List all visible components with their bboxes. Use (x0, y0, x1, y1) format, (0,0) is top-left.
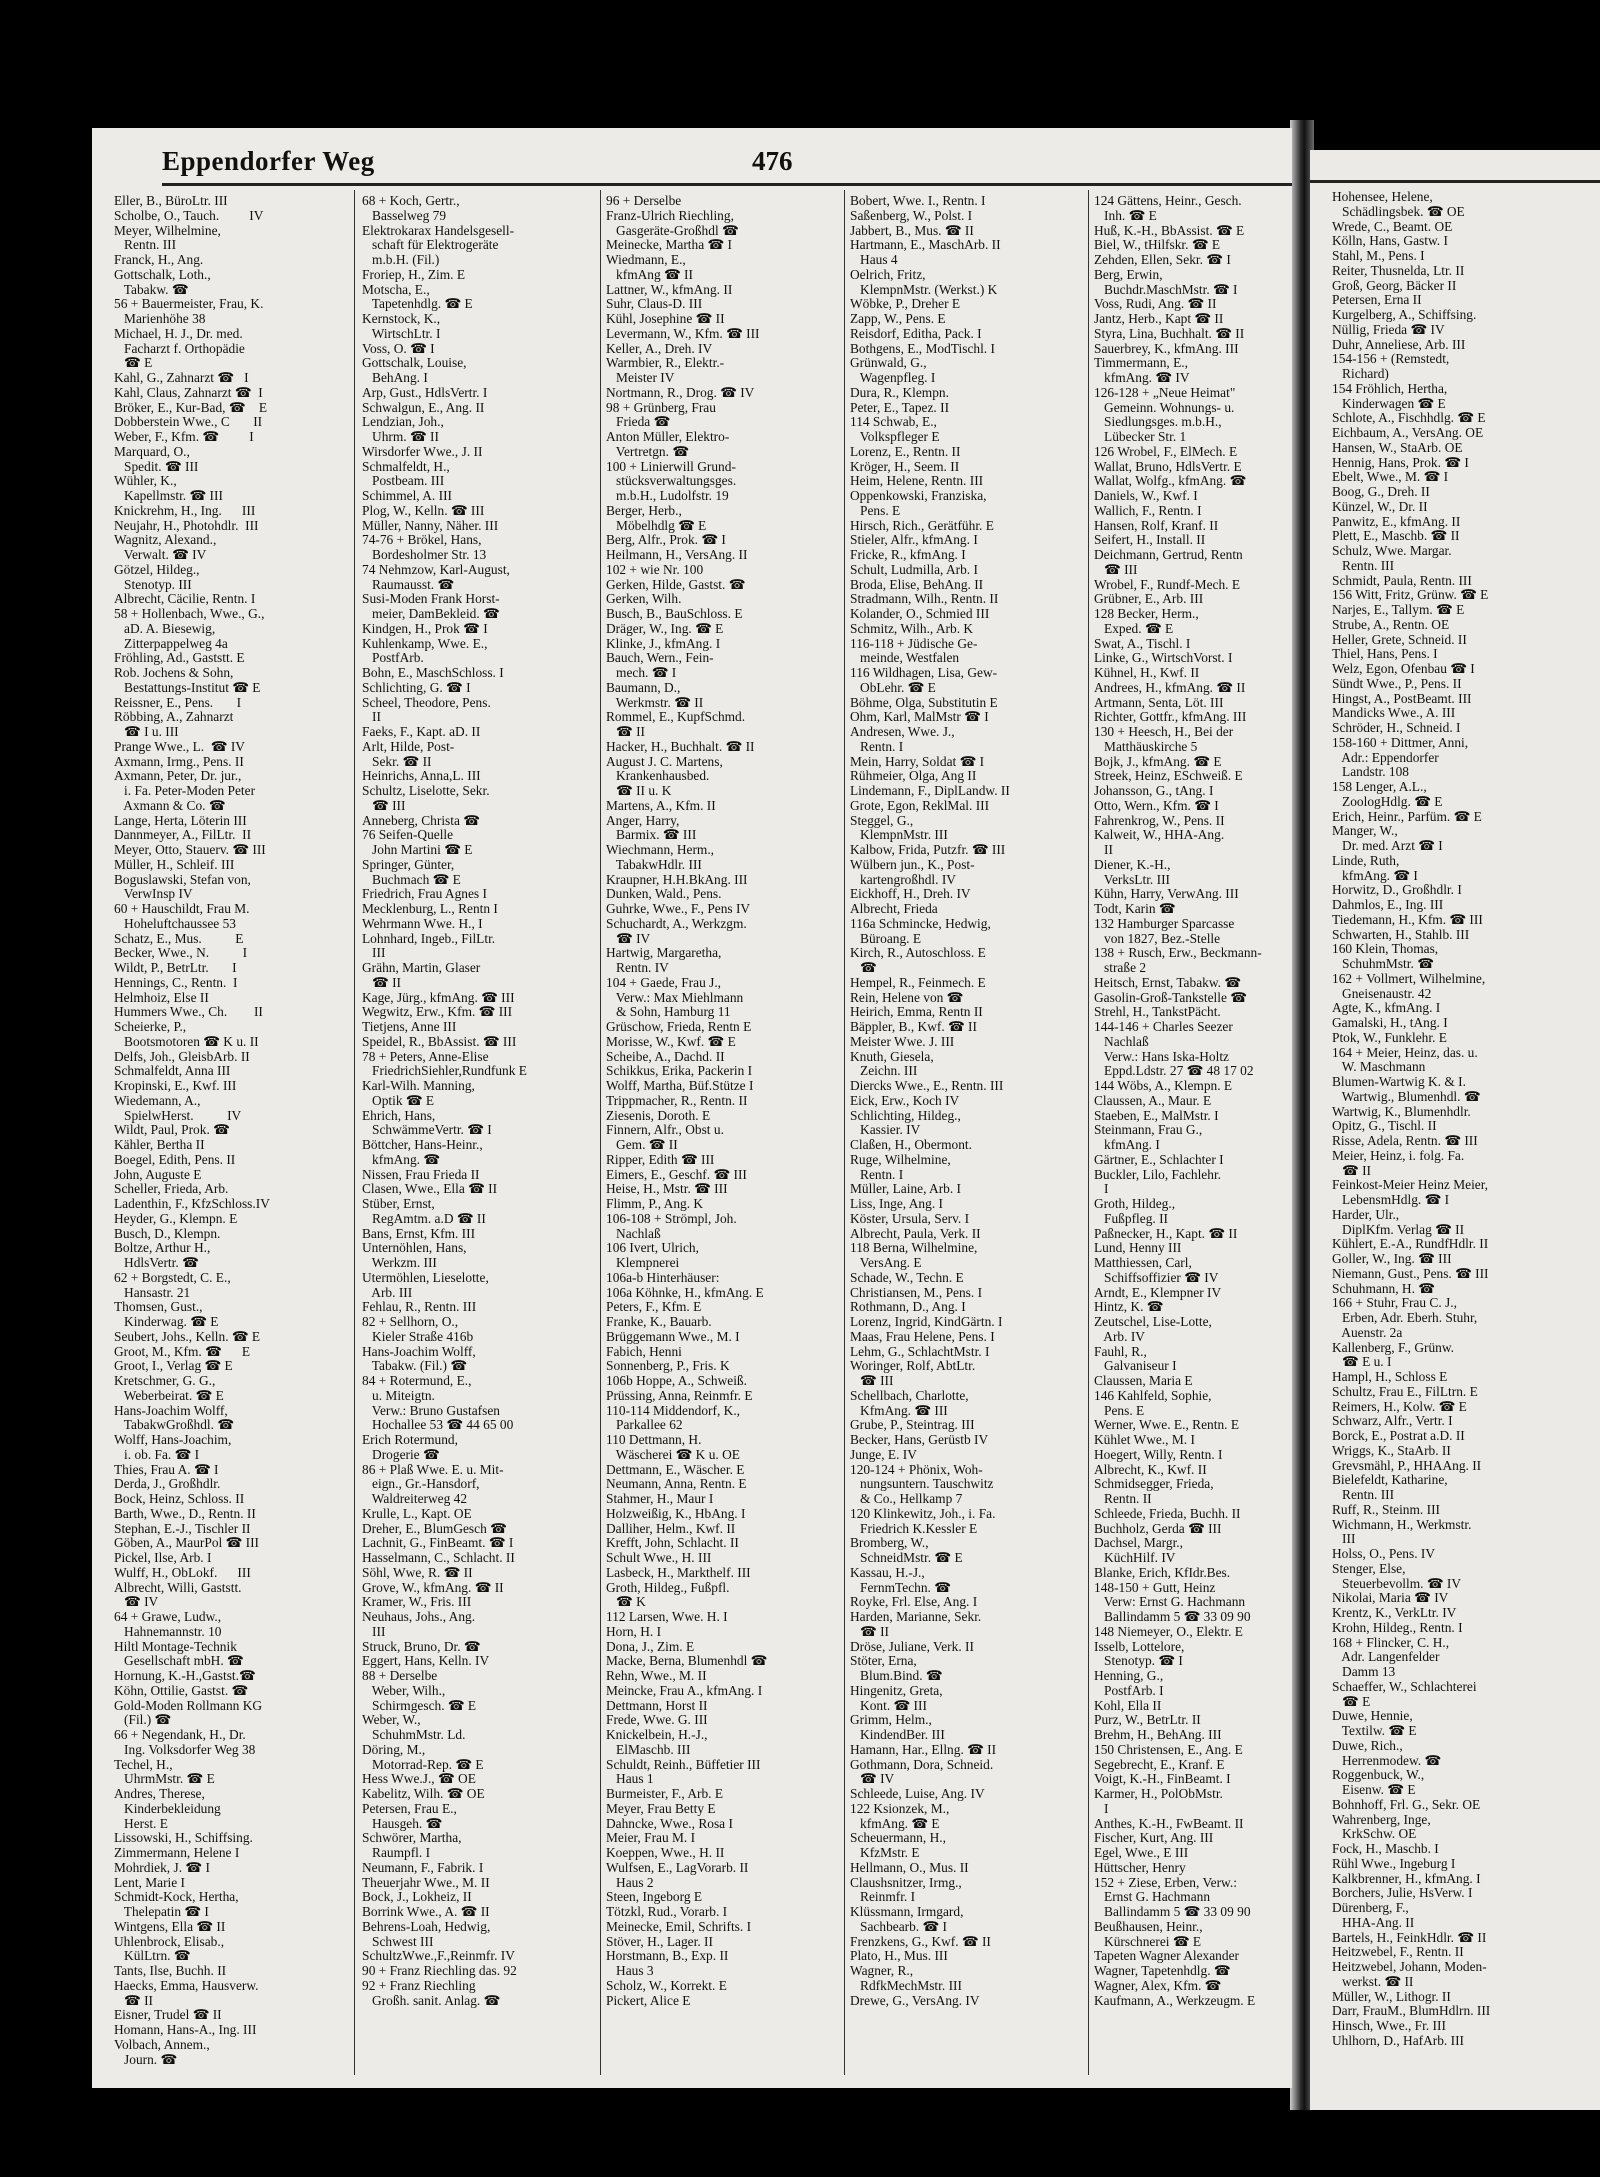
directory-column-5: 124 Gättens, Heinr., Gesch. Inh. ☎ E Huß, K.-H., BbAssist. ☎ E Biel, W., tHilfskr. ☎ E Zehden, Ellen, Sekr. ☎ I Berg, Erwin, Buchdr.MaschMstr. ☎ I Voss, Rudi, Ang. ☎ II Jantz, Herb., Kapt ☎ II Styra, Lina, Buchhalt. ☎ II Sauerbrey, K., kfmAng. III Timmermann, E., kfmAng. ☎ IV 126-128 + „Neue Heimat" Gemeinn. Wohnungs- u. Siedlungsges. m.b.H., Lübecker Str. 1 126 Wrobel, F., ElMech. E Wallat, Bruno, HdlsVertr. E Wallat, Wolfg., kfmAng. ☎ Daniels, W., Kwf. I Wallich, F., Rentn. I Hansen, Rolf, Kranf. II Seifert, H., Install. II Deichmann, Gertrud, Rentn ☎ III Wrobel, F., Rundf-Mech. E Grübner, E., Arb. III 128 Becker, Herm., Exped. ☎ E Swat, A., Tischl. I Linke, G., WirtschVorst. I Kühnel, H., Kwf. II Andrees, H., kfmAng. ☎ II Artmann, Senta, Löt. III Richter, Gottfr., kfmAng. III 130 + Heesch, H., Bei der Matthäuskirche 5 Bojk, J., kfmAng. ☎ E Streek, Heinz, ESchweiß. E Johansson, G., tAng. I Otto, Wern., Kfm. ☎ I Fahrenkrog, W., Pens. II Kalweit, W., HHA-Ang. II Diener, K.-H., VerksLtr. III Kühn, Harry, VerwAng. III Todt, Karin ☎ 132 Hamburger Sparcasse von 1827, Bez.-Stelle 138 + Rusch, Erw., Beckmann- straße 2 Heitsch, Ernst, Tabakw. ☎ Gasolin-Groß-Tankstelle ☎ Strehl, H., TankstPächt. 144-146 + Charles Seezer Nachlaß Verw.: Hans Iska-Holtz Eppd.Ldstr. 27 ☎ 48 17 02 144 Wöbs, A., Klempn. E Claussen, A., Maur. E Staeben, E., MalMstr. I Steinmann, Frau G., kfmAng. I Gärtner, E., Schlachter I Buckler, Lilo, Fachlehr. I Groth, Hildeg., Fußpfleg. II Paßnecker, H., Kapt. ☎ II Lund, Henny III Matthiessen, Carl, Schiffsoffizier ☎ IV Arndt, E., Klempner IV Hintz, K. ☎ Zeutschel, Lise-Lotte, Arb. IV Fauhl, R., Galvaniseur I Claussen, Maria E 146 Kahlfeld, Sophie, Pens. E Werner, Wwe. E., Rentn. E Kühlet Wwe., M. I Hoegert, Willy, Rentn. I Albrecht, K., Kwf. II Schmidsegger, Frieda, Rentn. II Schleede, Frieda, Buchh. II Buchholz, Gerda ☎ III Dachsel, Margr., KüchHilf. IV Blanke, Erich, KfIdr.Bes. 148-150 + Gutt, Heinz Verw: Ernst G. Hachmann Ballindamm 5 ☎ 33 09 90 148 Niemeyer, O., Elektr. E Isselb, Lottelore, Stenotyp. ☎ I Henning, G., PostfArb. I Kohl, Ella II Purz, W., BetrLtr. II Brehm, H., BehAng. III 150 Christensen, E., Ang. E Segebrecht, E., Kranf. E Voigt, K.-H., FinBeamt. I Karmer, H., PolObMstr. I Anthes, K.-H., FwBeamt. II Fischer, Kurt, Ang. III Egel, Wwe., E III Hüttscher, Henry 152 + Ziese, Erben, Verw.: Ernst G. Hachmann Ballindamm 5 ☎ 33 09 90 Beußhausen, Heinr., Kürschnerei ☎ E Tapeten Wagner Alexander Wagner, Tapetenhdlg. ☎ Wagner, Alex, Kfm. ☎ Kaufmann, A., Werkzeugm. E (1094, 194, 1262, 2008)
page-number: 476 (752, 146, 793, 176)
directory-page-left (92, 128, 1292, 2088)
column-divider (844, 190, 845, 2075)
column-divider (1088, 190, 1089, 2075)
column-divider (354, 190, 355, 2075)
page-header (162, 146, 1292, 186)
directory-page-right (1310, 150, 1600, 2110)
header-rule (1310, 180, 1600, 183)
directory-column-1: Eller, B., BüroLtr. III Scholbe, O., Tauch. IV Meyer, Wilhelmine, Rentn. III Franck, H., Ang. Gottschalk, Loth., Tabakw. ☎ 56 + Bauermeister, Frau, K. Marienhöhe 38 Michael, H. J., Dr. med. Facharzt f. Orthopädie ☎ E Kahl, G., Zahnarzt ☎ I Kahl, Claus, Zahnarzt ☎ I Bröker, E., Kur-Bad, ☎ E Dobberstein Wwe., C II Weber, F., Kfm. ☎ I Marquard, O., Spedit. ☎ III Wühler, K., Kapellmstr. ☎ III Knickrehm, H., Ing. III Neujahr, H., Photohdlr. III Wagnitz, Alexand., Verwalt. ☎ IV Götzel, Hildeg., Stenotyp. III Albrecht, Cäcilie, Rentn. I 58 + Hollenbach, Wwe., G., aD. A. Biesewig, Zitterpappelweg 4a Fröhling, Ad., Gaststt. E Rob. Jochens & Sohn, Bestattungs-Institut ☎ E Reissner, E., Pens. I Röbbing, A., Zahnarzt ☎ I u. III Prange Wwe., L. ☎ IV Axmann, Irmg., Pens. II Axmann, Peter, Dr. jur., i. Fa. Peter-Moden Peter Axmann & Co. ☎ Lange, Herta, Löterin III Dannmeyer, A., FilLtr. II Meyer, Otto, Stauerv. ☎ III Müller, H., Schleif. III Boguslawski, Stefan von, VerwInsp IV 60 + Hauschildt, Frau M. Hoheluftchaussee 53 Schatz, E., Mus. E Becker, Wwe., N. I Wildt, P., BetrLtr. I Hennings, C., Rentn. I Helmhoiz, Else II Hummers Wwe., Ch. II Scheierke, P., Bootsmotoren ☎ K u. II Delfs, Joh., GleisbArb. II Schmalfeldt, Anna III Kropinski, E., Kwf. III Wiedemann, A., SpielwHerst. IV Wildt, Paul, Prok. ☎ Kähler, Bertha II Boegel, Edith, Pens. II John, Auguste E Scheller, Frieda, Arb. Ladenthin, F., KfzSchloss.IV Heyder, G., Klempn. E Busch, D., Klempn. Boltze, Arthur H., HdlsVertr. ☎ 62 + Borgstedt, C. E., Hansastr. 21 Thomsen, Gust., Kinderwag. ☎ E Seubert, Johs., Kelln. ☎ E Groot, M., Kfm. ☎ E Groot, I., Verlag ☎ E Kretschmer, G. G., Weberbeirat. ☎ E Hans-Joachim Wolff, TabakwGroßhdl. ☎ Wolff, Hans-Joachim, i. ob. Fa. ☎ I Thies, Frau A. ☎ I Derda, J., Großhdlr. Bock, Heinz, Schloss. II Barth, Wwe., D., Rentn. II Stephan, E.-J., Tischler II Göben, A., MaurPol ☎ III Pickel, Ilse, Arb. I Wulff, H., ObLokf. III Albrecht, Willi, Gaststt. ☎ IV 64 + Grawe, Ludw., Hahnemannstr. 10 Hiltl Montage-Technik Gesellschaft mbH. ☎ Hornung, K.-H.,Gastst.☎ Köhn, Ottilie, Gastst. ☎ Gold-Moden Rollmann KG (Fil.) ☎ 66 + Negendank, H., Dr. Ing. Volksdorfer Weg 38 Techel, H., UhrmMstr. ☎ E Andres, Therese, Kinderbekleidung Herst. E Lissowski, H., Schiffsing. Zimmermann, Helene I Mohrdiek, J. ☎ I Lent, Marie I Schmidt-Kock, Hertha, Thelepatin ☎ I Wintgens, Ella ☎ II Uhlenbrock, Elisab., KülLtrn. ☎ Tants, Ilse, Buchh. II Haecks, Emma, Hausverw. ☎ II Eisner, Trudel ☎ II Homann, Hans-A., Ing. III Volbach, Annem., Journ. ☎ (114, 194, 270, 2067)
header-rule (162, 183, 1292, 186)
directory-column-3: 96 + Derselbe Franz-Ulrich Riechling, Gasgeräte-Großhdl ☎ Meinecke, Martha ☎ I Wiedmann, E., kfmAng ☎ II Lattner, W., kfmAng. II Suhr, Claus-D. III Kühl, Josephine ☎ II Levermann, W., Kfm. ☎ III Keller, A., Dreh. IV Warmbier, R., Elektr.- Meister IV Nortmann, R., Drog. ☎ IV 98 + Grünberg, Frau Frieda ☎ Anton Müller, Elektro- Vertretgn. ☎ 100 + Linierwill Grund- stücksverwaltungsges. m.b.H., Ludolfstr. 19 Berger, Herb., Möbelhdlg ☎ E Berg, Alfr., Prok. ☎ I Heilmann, H., VersAng. II 102 + wie Nr. 100 Gerken, Hilde, Gastst. ☎ Gerken, Wilh. Busch, B., BauSchloss. E Dräger, W., Ing. ☎ E Klinke, J., kfmAng. I Bauch, Wern., Fein- mech. ☎ I Baumann, D., Werkmstr. ☎ II Rommel, E., KupfSchmd. ☎ II Hacker, H., Buchhalt. ☎ II August J. C. Martens, Krankenhausbed. ☎ II u. K Martens, A., Kfm. II Anger, Harry, Barmix. ☎ III Wiechmann, Herm., TabakwHdlr. III Kraupner, H.H.BkAng. III Dunken, Wald., Pens. Guhrke, Wwe., F., Pens IV Schuchardt, A., Werkzgm. ☎ IV Hartwig, Margaretha, Rentn. IV 104 + Gaede, Frau J., Verw.: Max Miehlmann & Sohn, Hamburg 11 Grüschow, Frieda, Rentn E Morisse, W., Kwf. ☎ E Scheibe, A., Dachd. II Schikkus, Erika, Packerin I Wolff, Martha, Büf.Stütze I Trippmacher, R., Rentn. II Ziesenis, Doroth. E Finnern, Alfr., Obst u. Gem. ☎ II Ripper, Edith ☎ III Eimers, E., Geschf. ☎ III Heise, H., Mstr. ☎ III Flimm, P., Ang. K 106-108 + Strömpl, Joh. Nachlaß 106 Ivert, Ulrich, Klempnerei 106a-b Hinterhäuser: 106a Köhnke, H., kfmAng. E Peters, F., Kfm. E Franke, K., Bauarb. Brüggemann Wwe., M. I Fabich, Henni Sonnenberg, P., Fris. K 106b Hoppe, A., Schweiß. Prüssing, Anna, Reinmfr. E 110-114 Middendorf, K., Parkallee 62 110 Dettmann, H. Wäscherei ☎ K u. OE Dettmann, E., Wäscher. E Neumann, Anna, Rentn. E Stahmer, H., Maur I Holzweißig, K., HbAng. I Dalliher, Helm., Kwf. II Krefft, John, Schlacht. II Schult Wwe., H. III Lasbeck, H., Markthelf. III Groth, Hildeg., Fußpfl. ☎ K 112 Larsen, Wwe. H. I Horn, H. I Dona, J., Zim. E Macke, Berna, Blumenhdl ☎ Rehn, Wwe., M. II Meincke, Frau A., kfmAng. I Dettmann, Horst II Frede, Wwe. G. III Knickelbein, H.-J., ElMaschb. III Schuldt, Reinh., Büffetier III Haus 1 Burmeister, F., Arb. E Meyer, Frau Betty E Dahncke, Wwe., Rosa I Meier, Frau M. I Koeppen, Wwe., H. II Wulfsen, E., LagVorarb. II Haus 2 Steen, Ingeborg E Tötzkl, Rud., Vorarb. I Meinecke, Emil, Schrifts. I Stöver, H., Lager. II Horstmann, B., Exp. II Haus 3 Scholz, W., Korrekt. E Pickert, Alice E (606, 194, 768, 2008)
street-heading: Eppendorfer Weg (162, 146, 375, 176)
directory-column-right: Hohensee, Helene, Schädlingsbek. ☎ OE Wrede, C., Beamt. OE Kölln, Hans, Gastw. I Stahl, M., Pens. I Reiter, Thusnelda, Ltr. II Groß, Georg, Bäcker II Petersen, Erna II Kurgelberg, A., Schiffsing. Nüllig, Frieda ☎ IV Duhr, Anneliese, Arb. III 154-156 + (Remstedt, Richard) 154 Fröhlich, Hertha, Kinderwagen ☎ E Schlote, A., Fischhdlg. ☎ E Eichbaum, A., VersAng. OE Hansen, W., StaArb. OE Hennig, Hans, Prok. ☎ I Ebelt, Wwe., M. ☎ I Boog, G., Dreh. II Künzel, W., Dr. II Panwitz, E., kfmAng. II Plett, E., Maschb. ☎ II Schulz, Wwe. Margar. Rentn. III Schmidt, Paula, Rentn. III 156 Witt, Fritz, Grünw. ☎ E Narjes, E., Tallym. ☎ E Strube, A., Rentn. OE Heller, Grete, Schneid. II Thiel, Hans, Pens. I Welz, Egon, Ofenbau ☎ I Sündt Wwe., P., Pens. II Hingst, A., PostBeamt. III Mandicks Wwe., A. III Schröder, H., Schneid. I 158-160 + Dittmer, Anni, Adr.: Eppendorfer Landstr. 108 158 Lenger, A.L., ZoologHdlg. ☎ E Erich, Heinr., Parfüm. ☎ E Manger, W., Dr. med. Arzt ☎ I Linde, Ruth, kfmAng. ☎ I Horwitz, D., Großhdlr. I Dahmlos, E., Ing. III Tiedemann, H., Kfm. ☎ III Schwarten, H., Stahlb. III 160 Klein, Thomas, SchuhmMstr. ☎ 162 + Vollmert, Wilhelmine, Gneisenaustr. 42 Agte, K., kfmAng. I Gamalski, H., tAng. I Ptok, W., Funklehr. E 164 + Meier, Heinz, das. u. W. Maschmann Blumen-Wartwig K. & I. Wartwig., Blumenhdl. ☎ Wartwig, K., Blumenhdlr. Opitz, G., Tischl. II Risse, Adela, Rentn. ☎ III Meier, Heinz, i. folg. Fa. ☎ II Feinkost-Meier Heinz Meier, LebensmHdlg. ☎ I Harder, Ulr., DiplKfm. Verlag ☎ II Kühlert, E.-A., RundfHdlr. II Goller, W., Ing. ☎ III Niemann, Gust., Pens. ☎ III Schuhmann, H. ☎ 166 + Stuhr, Frau C. J., Erben, Adr. Eberh. Stuhr, Auenstr. 2a Kallenberg, F., Grünw. ☎ E u. I Hampl, H., Schloss E Schultz, Frau E., FilLtrn. E Reimers, H., Kolw. ☎ E Schwarz, Alfr., Vertr. I Borck, E., Postrat a.D. II Wriggs, K., StaArb. II Grevsmähl, P., HHAAng. II Bielefeldt, Katharine, Rentn. III Ruff, R., Steinm. III Wichmann, H., Werkmstr. III Holss, O., Pens. IV Stenger, Else, Steuerbevollm. ☎ IV Nikolai, Maria ☎ IV Krentz, K., VerkLtr. IV Krohn, Hildeg., Rentn. I 168 + Flincker, C. H., Adr. Langenfelder Damm 13 Schaeffer, W., Schlachterei ☎ E Duwe, Hennie, Textilw. ☎ E Duwe, Rich., Herrenmodew. ☎ Roggenbuck, W., Eisenw. ☎ E Bohnhoff, Frl. G., Sekr. OE Wahrenberg, Inge, KrkSchw. OE Fock, H., Maschb. I Rühl Wwe., Ingeburg I Kalkbrenner, H., kfmAng. I Borchers, Julie, HsVerw. I Dürenberg, F., HHA-Ang. II Bartels, H., FeinkHdlr. ☎ II Heitzwebel, F., Rentn. II Heitzwebel, Johann, Moden- werkst. ☎ II Müller, W., Lithogr. II Darr, FrauM., BlumHdlrn. III Hinsch, Wwe., Fr. III Uhlhorn, D., HafArb. III (1332, 190, 1491, 2048)
directory-column-4: Bobert, Wwe. I., Rentn. I Saßenberg, W., Polst. I Jabbert, B., Mus. ☎ II Hartmann, E., MaschArb. II Haus 4 Oelrich, Fritz, KlempnMstr. (Werkst.) K Wöbke, P., Dreher E Zapp, W., Pens. E Reisdorf, Editha, Pack. I Bothgens, E., ModTischl. I Grünwald, G., Wagenpfleg. I Dura, R., Klempn. Peter, E., Tapez. II 114 Schwab, E., Volkspfleger E Lorenz, E., Rentn. II Kröger, H., Seem. II Heim, Helene, Rentn. III Oppenkowski, Franziska, Pens. E Hirsch, Rich., Gerätführ. E Stieler, Alfr., kfmAng. I Fricke, R., kfmAng. I Schult, Ludmilla, Arb. I Broda, Elise, BehAng. II Stradmann, Wilh., Rentn. II Kolander, O., Schmied III Schmitz, Wilh., Arb. K 116-118 + Jüdische Ge- meinde, Westfalen 116 Wildhagen, Lisa, Gew- ObLehr. ☎ E Böhme, Olga, Substitutin E Ohm, Karl, MalMstr ☎ I Andresen, Wwe. J., Rentn. I Mein, Harry, Soldat ☎ I Rühmeier, Olga, Ang II Lindemann, F., DiplLandw. II Grote, Egon, ReklMal. III Steggel, G., KlempnMstr. III Kalbow, Frida, Putzfr. ☎ III Wülbern jun., K., Post- kartengroßhdl. IV Eickhoff, H., Dreh. IV Albrecht, Frieda 116a Schmincke, Hedwig, Büroang. E Kirch, R., Autoschloss. E ☎ Hempel, R., Feinmech. E Rein, Helene von ☎ Heirich, Emma, Rentn II Bäppler, B., Kwf. ☎ II Meister Wwe. J. III Knuth, Giesela, Zeichn. III Diercks Wwe., E., Rentn. III Eick, Erw., Koch IV Schlichting, Hildeg., Kassier. IV Claßen, H., Obermont. Ruge, Wilhelmine, Rentn. I Müller, Laine, Arb. I Liss, Inge, Ang. I Köster, Ursula, Serv. I Albrecht, Paula, Verk. II 118 Berna, Wilhelmine, VersAng. E Schade, W., Techn. E Christiansen, M., Pens. I Rothmann, D., Ang. I Lorenz, Ingrid, KindGärtn. I Maas, Frau Helene, Pens. I Lehm, G., SchlachtMstr. I Woringer, Rolf, AbtLtr. ☎ III Schellbach, Charlotte, KfmAng. ☎ III Grube, P., Steintrag. III Becker, Hans, Gerüstb IV Junge, E. IV 120-124 + Phönix, Woh- nungsuntern. Tauschwitz & Co., Hellkamp 7 120 Klinkewitz, Joh., i. Fa. Friedrich K.Kessler E Bromberg, W., SchneidMstr. ☎ E Kassau, H.-J., FernmTechn. ☎ Royke, Frl. Else, Ang. I Harden, Marianne, Sekr. ☎ II Dröse, Juliane, Verk. II Stöter, Erna, Blum.Bind. ☎ Hingenitz, Greta, Kont. ☎ III Grimm, Helm., KindendBer. III Hamann, Har., Ellng. ☎ II Gothmann, Dora, Schneid. ☎ IV Schleede, Luise, Ang. IV 122 Ksionzek, M., kfmAng. ☎ E Scheuermann, H., KfzMstr. E Hellmann, O., Mus. II Claushsnitzer, Irmg., Reinmfr. I Klüssmann, Irmgard, Sachbearb. ☎ I Frenzkens, G., Kwf. ☎ II Plato, H., Mus. III Wagner, R., RdfkMechMstr. III Drewe, G., VersAng. IV (850, 194, 1010, 2008)
column-divider (600, 190, 601, 2075)
directory-column-2: 68 + Koch, Gertr., Basselweg 79 Elektrokarax Handelsgesell- schaft für Elektrogeräte m.b.H. (Fil.) Froriep, H., Zim. E Motscha, E., Tapetenhdlg. ☎ E Kernstock, K., WirtschLtr. I Voss, O. ☎ I Gottschalk, Louise, BehAng. I Arp, Gust., HdlsVertr. I Schwalgun, E., Ang. II Lendzian, Joh., Uhrm. ☎ II Wirsdorfer Wwe., J. II Schmalfeldt, H., Postbeam. III Schimmel, A. III Plog, W., Kelln. ☎ III Müller, Nanny, Näher. III 74-76 + Brökel, Hans, Bordesholmer Str. 13 74 Nehmzow, Karl-August, Raumausst. ☎ Susi-Moden Frank Horst- meier, DamBekleid. ☎ Kindgen, H., Prok ☎ I Kuhlenkamp, Wwe. E., PostfArb. Bohn, E., MaschSchloss. I Schlichting, G. ☎ I Scheel, Theodore, Pens. II Faeks, F., Kapt. aD. II Arlt, Hilde, Post- Sekr. ☎ II Heinrichs, Anna,L. III Schultz, Liselotte, Sekr. ☎ III Anneberg, Christa ☎ 76 Seifen-Quelle John Martini ☎ E Springer, Günter, Buchmach ☎ E Friedrich, Frau Agnes I Mecklenburg, L., Rentn I Wehrmann Wwe. H., I Lohnhard, Ingeb., FilLtr. III Grähn, Martin, Glaser ☎ II Kage, Jürg., kfmAng. ☎ III Wegwitz, Erw., Kfm. ☎ III Tietjens, Anne III Speidel, R., BbAssist. ☎ III 78 + Peters, Anne-Elise FriedrichSiehler,Rundfunk E Karl-Wilh. Manning, Optik ☎ E Ehrich, Hans, SchwämmeVertr. ☎ I Böttcher, Hans-Heinr., kfmAng. ☎ Nissen, Frau Frieda II Clasen, Wwe., Ella ☎ II Stüber, Ernst, RegAmtm. a.D ☎ II Bans, Ernst, Kfm. III Unternöhlen, Hans, Werkzm. III Utermöhlen, Lieselotte, Arb. III Fehlau, R., Rentn. III 82 + Sellhorn, O., Kieler Straße 416b Hans-Joachim Wolff, Tabakw. (Fil.) ☎ 84 + Rotermund, E., u. Miteigtn. Verw.: Bruno Gustafsen Hochallee 53 ☎ 44 65 00 Erich Rotermund, Drogerie ☎ 86 + Plaß Wwe. E. u. Mit- eign., Gr.-Hansdorf, Waldreiterweg 42 Krulle, L., Kapt. OE Dreher, E., BlumGesch ☎ Lachnit, G., FinBeamt. ☎ I Hasselmann, C., Schlacht. II Söhl, Wwe, R. ☎ II Grove, W., kfmAng. ☎ II Kramer, W., Fris. III Neuhaus, Johs., Ang. III Struck, Bruno, Dr. ☎ Eggert, Hans, Kelln. IV 88 + Derselbe Weber, Wilh., Schirmgesch. ☎ E Weber, W., SchuhmMstr. Ld. Döring, M., Motorrad-Rep. ☎ E Hess Wwe.J., ☎ OE Kabelitz, Wilh. ☎ OE Petersen, Frau E., Hausgeh. ☎ Schwörer, Martha, Raumpfl. I Neumann, F., Fabrik. I Theuerjahr Wwe., M. II Bock, J., Lokheiz, II Borrink Wwe., A. ☎ II Behrens-Loah, Hedwig, Schwest III SchultzWwe.,F.,Reinmfr. IV 90 + Franz Riechling das. 92 92 + Franz Riechling Großh. sanit. Anlag. ☎ (362, 194, 527, 2008)
